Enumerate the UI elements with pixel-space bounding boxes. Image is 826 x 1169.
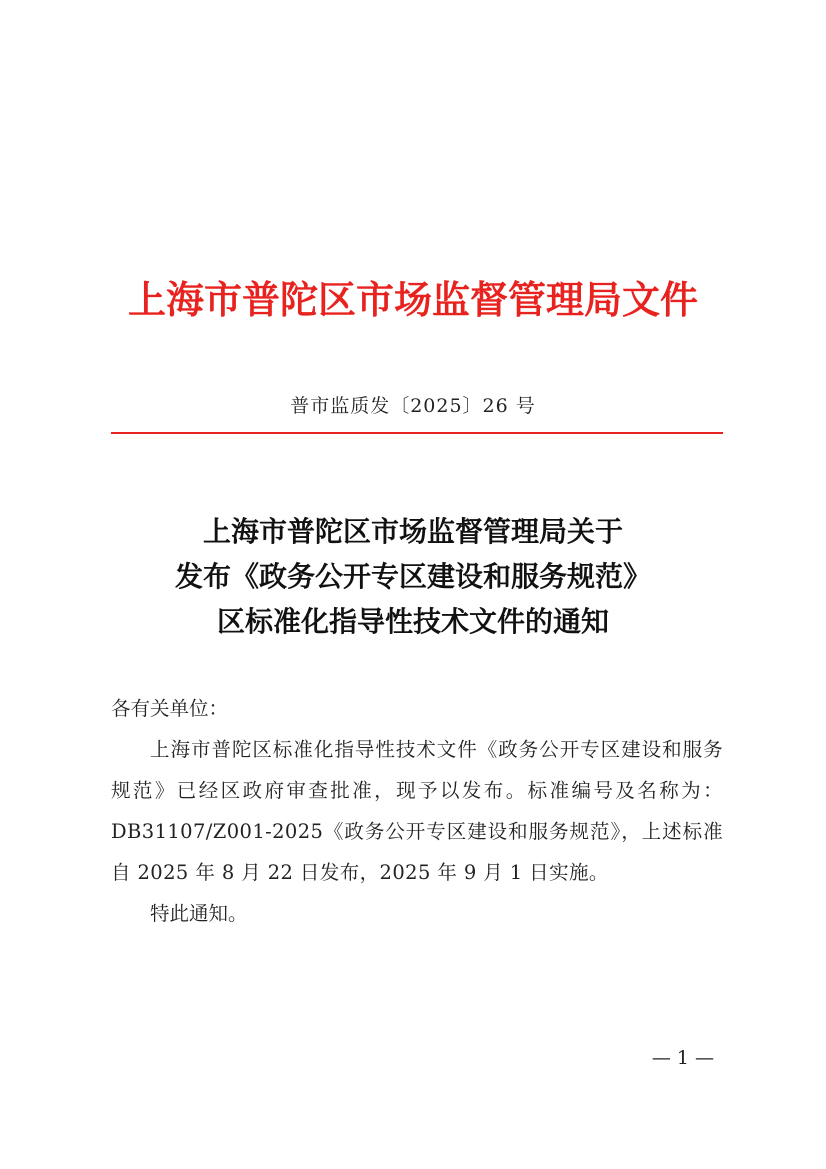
red-divider-line	[111, 432, 723, 434]
page-number: — 1 —	[651, 1047, 714, 1069]
salutation: 各有关单位：	[111, 697, 229, 720]
notice-title-line-3: 区标准化指导性技术文件的通知	[216, 605, 609, 638]
notice-body	[111, 688, 723, 934]
issuing-authority-header: 上海市普陀区市场监督管理局文件	[127, 277, 698, 322]
notice-title-line-1: 上海市普陀区市场监督管理局关于	[202, 515, 623, 548]
notice-title	[0, 509, 826, 644]
notice-title-line-2: 发布《政务公开专区建设和服务规范》	[174, 560, 651, 593]
main-paragraph: 上海市普陀区标准化指导性技术文件《政务公开专区建设和服务规范》已经区政府审查批准，现予以发布。标准编号及名称为：DB31107/Z001-2025《政务公开专区建设和服务规范》，上述标准自 2025 年 8 月 22 日发布，2025 年 9 月 1 日实施。	[111, 738, 723, 884]
document-number: 普市监质发〔2025〕26 号	[290, 395, 536, 417]
closing-remark: 特此通知。	[150, 902, 248, 925]
